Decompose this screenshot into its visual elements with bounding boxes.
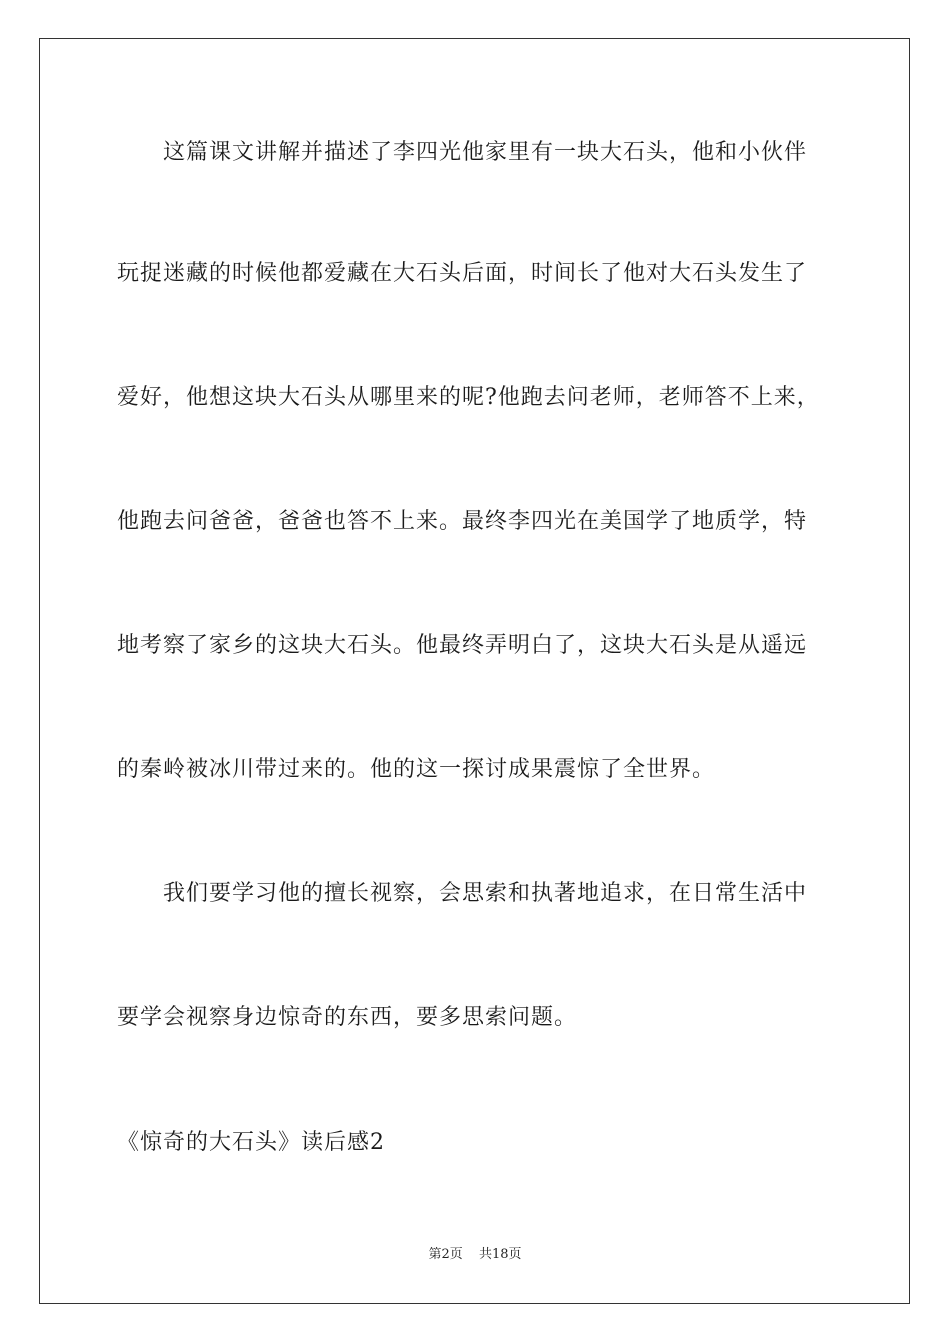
paragraph-1-line-6: 的秦岭被冰川带过来的。他的这一探讨成果震惊了全世界。	[117, 757, 716, 782]
paragraph-1-line-4: 他跑去问爸爸，爸爸也答不上来。最终李四光在美国学了地质学，特	[117, 509, 808, 534]
paragraph-1-line-5: 地考察了家乡的这块大石头。他最终弄明白了，这块大石头是从遥远	[117, 633, 808, 658]
page-border	[39, 38, 910, 1304]
total-pages: 共18页	[478, 1247, 522, 1262]
page-footer	[0, 1246, 950, 1264]
paragraph-2-line-2: 要学会视察身边惊奇的东西，要多思索问题。	[117, 1005, 578, 1030]
paragraph-2-line-1: 我们要学习他的擅长视察，会思索和执著地追求，在日常生活中	[163, 881, 808, 906]
paragraph-1-line-1: 这篇课文讲解并描述了李四光他家里有一块大石头，他和小伙伴	[163, 140, 808, 165]
section-heading: 《惊奇的大石头》读后感2	[117, 1130, 385, 1155]
page-number: 第2页	[428, 1247, 463, 1262]
paragraph-1-line-3: 爱好，他想这块大石头从哪里来的呢?他跑去问老师，老师答不上来，	[117, 385, 820, 410]
paragraph-1-line-2: 玩捉迷藏的时候他都爱藏在大石头后面，时间长了他对大石头发生了	[117, 261, 808, 286]
